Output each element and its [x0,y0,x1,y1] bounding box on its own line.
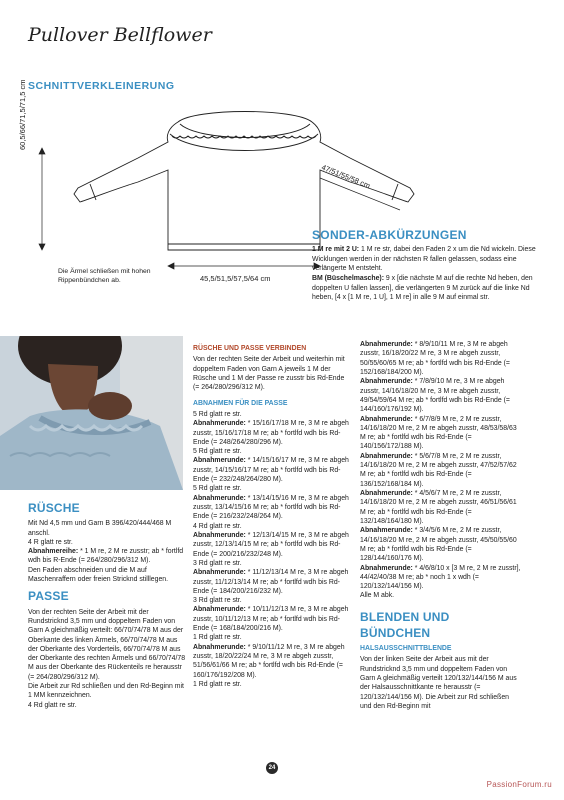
model-photo [0,336,183,490]
paragraph: 3 Rd glatt re str. [193,597,242,605]
column-right [360,340,522,711]
paragraph: Von der rechten Seite der Arbeit und weiterhin mit doppeltem Faden von Garn A jeweils 1 M der Rüsche und 1 M der Passe re zusstr bis Rd-Ende (= 264/280/296/312 M). [193,356,345,392]
paragraph: Abnahmerunde: * 5/6/7/8 M re, 2 M re zusstr, 14/16/18/20 M re, 2 M re abgeh zusstr, 47/52/57/62 M re; ab * fortlfd wdh bis Rd-Ende (= 136/152/168/184 M). [360,452,517,488]
paragraph: Abnahmerunde: * 7/8/9/10 M re, 3 M re abgeh zusstr, 14/16/18/20 M re, 3 M re abgeh zusstr, 49/54/59/64 M re; ab * fortlfd wdh bis Rd-Ende (= 144/160/176/192 M). [360,378,510,414]
section-heading-blenden: BLENDEN UND BÜNDCHEN [360,609,450,640]
section-heading-passe: PASSE [28,589,69,604]
paragraph: Abnahmerunde: * 8/9/10/11 M re, 3 M re abgeh zusstr, 16/18/20/22 M re, 3 M re abgeh zusstr, 50/55/60/65 M re; ab * fortlfd wdh bis Rd-Ende (= 152/168/184/200 M). [360,341,510,376]
paragraph: Abnahmerunde: * 13/14/15/16 M re, 3 M re abgeh zusstr, 13/14/15/16 M re; ab * fortlfd wdh bis Rd-Ende (= 216/232/248/264 M). [193,494,349,521]
paragraph: 5 Rd glatt re str. [193,485,242,493]
paragraph: Mit Nd 4,5 mm und Garn B 396/420/444/468 M anschl. [28,520,172,537]
paragraph: 5 Rd glatt re str. [193,448,242,456]
subheading-halsausschnitt: HALSAUSSCHNITTBLENDE [360,645,452,653]
page-number: 24 [266,762,278,774]
paragraph: Abnahmerunde: * 11/12/13/14 M re, 3 M re abgeh zusstr, 11/12/13/14 M re; ab * fortlfd wdh bis Rd-Ende (= 184/200/216/232 M). [193,569,349,595]
paragraph: Abnahmerunde: * 3/4/5/6 M re, 2 M re zusstr, 14/16/18/20 M re, 2 M re abgeh zusstr, 45/50/55/60 M re; ab * fortlfd wdh bis Rd-Ende (= 128/144/160/176 M). [360,527,517,563]
paragraph: Von der rechten Seite der Arbeit mit der Rundstricknd 3,5 mm und doppeltem Faden von Garn A gleichmäßig verteilt: 66/70/74/78 M aus der Oberkante des linken Ärmels, 66/70/74/78 M aus der Oberkante des Vorderteils, 66/70/74/78 M aus der Oberkante des rechten Ärmels und 66/70/74/78 M aus der Oberkante des Rückenteils re herausstr (= 264/280/296/312 M). [28,608,186,681]
schematic-heading: SCHNITTVERKLEINERUNG [28,80,175,92]
paragraph: 1 Rd glatt re str. [193,680,242,688]
paragraph: Die Arbeit zur Rd schließen und den Rd-Beginn mit 1 MM kennzeichnen. [28,683,184,700]
paragraph: 4 Rd glatt re str. [193,522,242,530]
schematic-caption: Die Ärmel schließen mit hohen Rippenbündchen ab. [58,268,151,284]
watermark: PassionForum.ru [486,780,552,789]
paragraph: Abnahmerunde: * 15/16/17/18 M re, 3 M re abgeh zusstr, 15/16/17/18 M re; ab * fortlfd wdh bis Rd-Ende (= 248/264/280/296 M). [193,420,349,446]
abbreviation-m1: 1 M re mit 2 U: 1 M re str, dabei den Faden 2 x um die Nd wickeln. Diese Wicklungen werden in der nächsten R fallen gelassen, sodass eine verlängerte M entsteht. [312,246,536,273]
sleeve-dimension-label: 47/51/55/58 cm [320,162,372,191]
paragraph: Alle M abk. [360,592,395,600]
section-heading-ruesche: RÜSCHE [28,501,80,515]
subheading-verbinden: RÜSCHE UND PASSE VERBINDEN [193,345,307,352]
paragraph: Abnahmerunde: * 9/10/11/12 M re, 3 M re abgeh zusstr, 18/20/22/24 M re, 3 M re abgeh zusstr, 51/56/61/66 M re; ab * fortlfd wdh bis Rd-Ende (= 160/176/192/208 M). [193,643,345,679]
paragraph: Abnahmerunde: * 14/15/16/17 M re, 3 M re abgeh zusstr, 14/15/16/17 M re; ab * fortlfd wdh bis Rd-Ende (= 232/248/264/280 M). [193,457,349,484]
paragraph: Abnahmerunde: * 4/5/6/7 M re, 2 M re zusstr, 14/16/18/20 M re, 2 M re abgeh zusstr, 46/51/56/61 M re; ab * fortlfd wdh bis Rd-Ende (= 132/148/164/180 M). [360,490,517,525]
paragraph: Abnahmerunde: * 12/13/14/15 M re, 3 M re abgeh zusstr, 12/13/14/15 M re; ab * fortlfd wdh bis Rd-Ende (= 200/216/232/248 M). [193,531,349,558]
paragraph: Abnahmerunde: * 6/7/8/9 M re, 2 M re zusstr, 14/16/18/20 M re, 2 M re abgeh zusstr, 48/53/58/63 M re; ab * fortlfd wdh bis Rd-Ende (= 140/156/172/188 M). [360,415,517,451]
paragraph: 5 Rd glatt re str. [193,410,242,418]
paragraph: Abnahmerunde: * 10/11/12/13 M re, 3 M re abgeh zusstr, 10/11/12/13 M re; ab * fortlfd wdh bis Rd-Ende (= 168/184/200/216 M). [193,606,349,633]
paragraph: Von der linken Seite der Arbeit aus mit der Rundstricknd 3,5 mm und doppeltem Faden von Garn A gleichmäßig verteilt 120/132/144/156 M aus der Halsausschnittkante re herausstr (= 120/132/144/156 M). Die Arbeit zur Rd schließen und den Rd-Beginn mit [360,656,517,710]
paragraph: Abnahmereihe: * 1 M re, 2 M re zusstr; ab * fortlfd wdh bis R-Ende (= 264/280/296/312 M). [28,548,184,565]
paragraph: 3 Rd glatt re str. [193,559,242,567]
abbreviation-bm: BM (Büschelmasche): 9 x [die nächste M auf die rechte Nd heben, den doppelten U fallen lassen], die verlängerten 9 M zurück auf die linke Nd heben, [4 x [1 M re, 1 U], 1 M re] in alle 9 M auf einmal str. [312,274,533,302]
height-dimension-label: 60,5/66/71,5/71,5 cm [18,79,27,150]
subheading-abnahmen: ABNAHMEN FÜR DIE PASSE [193,399,288,407]
paragraph: 4 R glatt re str. [28,538,73,546]
paragraph: 1 Rd glatt re str. [193,634,242,642]
abbreviations-box [312,228,544,303]
paragraph: Den Faden abschneiden und die M auf Maschenraffern oder freien Stricknd stilllegen. [28,566,169,584]
paragraph: 4 Rd glatt re str. [28,701,77,709]
width-dimension-label: 45,5/51,5/57,5/64 cm [200,274,271,283]
sweater-photo-illustration [0,336,183,490]
column-middle [193,340,351,689]
column-left [28,496,186,710]
paragraph: Abnahmerunde: * 4/6/8/10 x [3 M re, 2 M re zusstr], 44/42/40/38 M re; ab * noch 1 x wdh (= 120/132/144/156 M). [360,564,521,591]
page-title: Pullover Bellflower [28,24,212,46]
abbreviations-heading: SONDER-ABKÜRZUNGEN [312,228,467,242]
